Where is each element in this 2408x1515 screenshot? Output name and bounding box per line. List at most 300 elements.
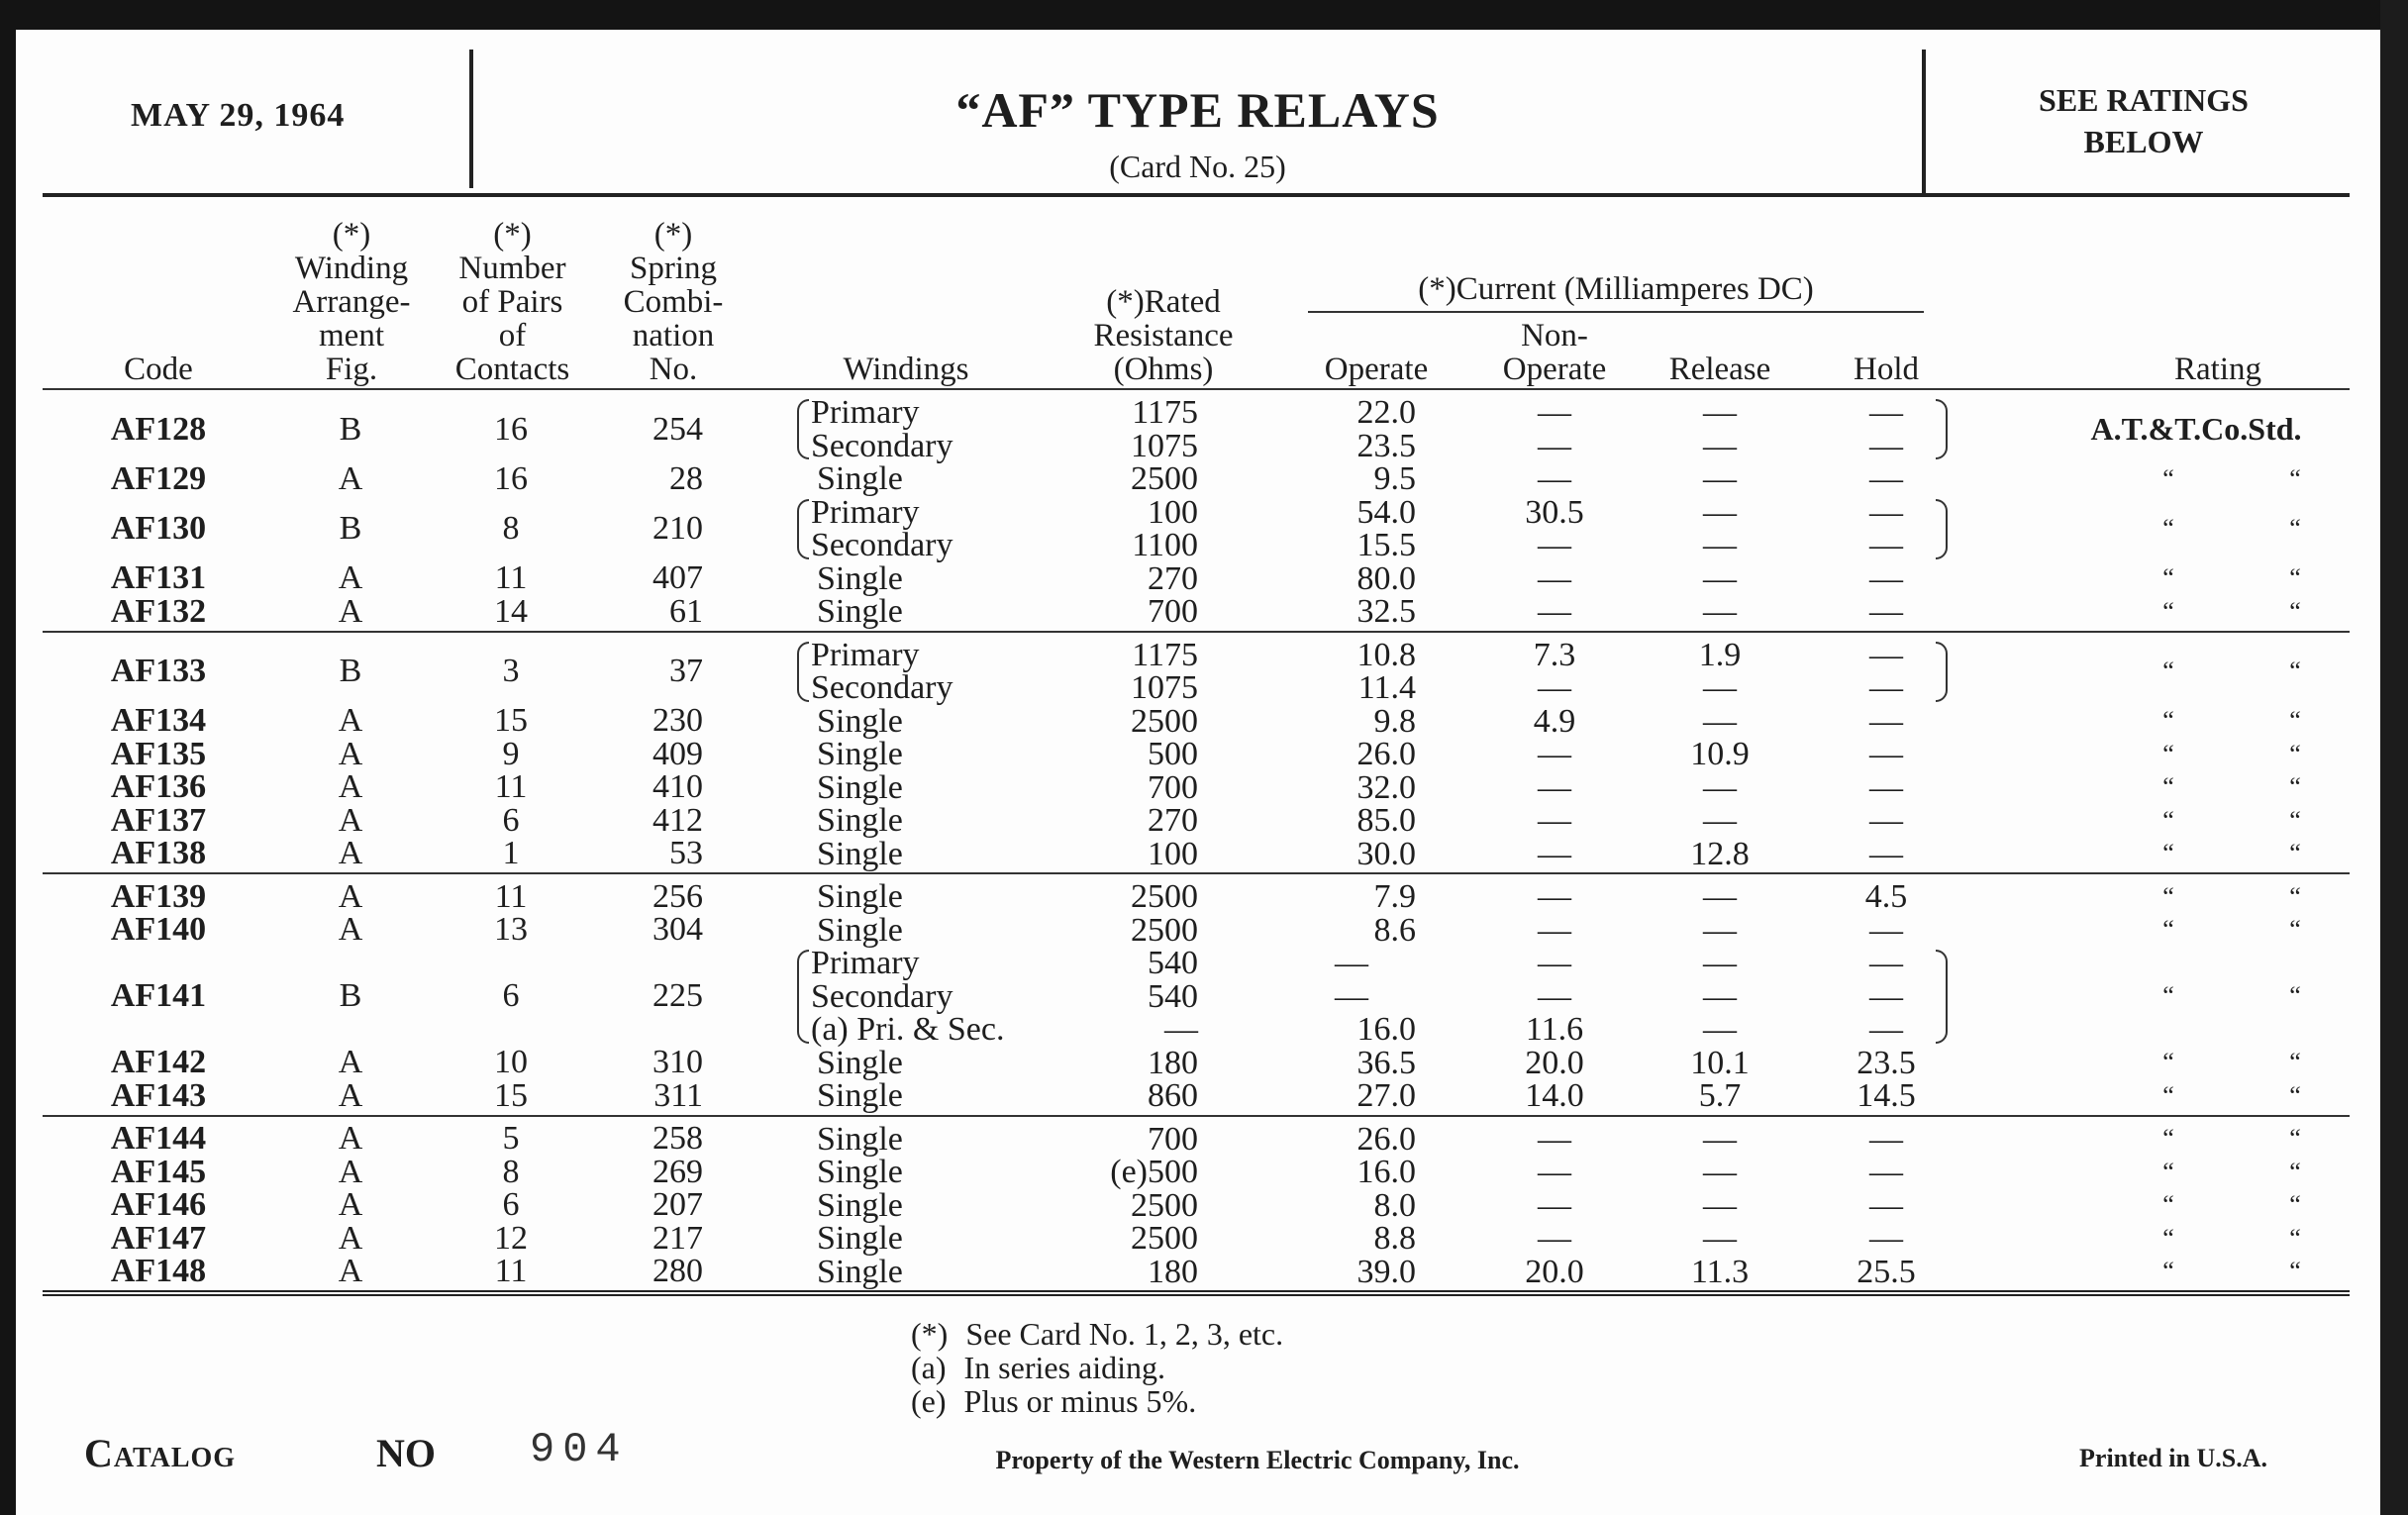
release-value: 12.8 [1690,835,1750,872]
card-subtitle: (Card No. 25) [1109,149,1286,184]
winding-fig-cell: A [338,559,363,597]
resistance-value: 540 [1148,945,1198,981]
col-header-hold [1817,353,1956,386]
resistance-value: 2500 [1131,878,1198,915]
ratings-note-line: SEE RATINGS [2039,82,2249,118]
rating-ditto-mark: “ [2162,706,2174,736]
col-header-line: Hold [1854,352,1919,387]
footnote-text: Plus or minus 5%. [963,1383,1197,1419]
spring-cell: 410 [652,768,703,806]
table-row [43,636,2350,706]
table-row [43,1186,2350,1224]
winding-line [43,735,2350,772]
contacts-cell: 10 [494,1044,528,1081]
table-row [43,801,2350,839]
code-cell: AF133 [110,653,207,689]
rating-ditto-mark: “ [2289,1080,2301,1110]
table-row [43,735,2350,772]
col-header-rating [2119,353,2317,386]
operate-value: 23.5 [1356,427,1416,464]
operate-value: 32.0 [1356,768,1416,806]
operate-value: 15.5 [1356,527,1416,563]
winding-line [43,1076,2350,1114]
hold-value: — [1869,945,1903,981]
non-operate-value: — [1538,835,1571,872]
contacts-cell: 13 [494,911,528,949]
winding-name: (a) Pri. & Sec. [811,1011,1005,1048]
table-row [43,835,2350,872]
resistance-value: 1175 [1132,394,1198,431]
operate-value: 39.0 [1356,1253,1416,1290]
operate-value: 26.0 [1356,1120,1416,1158]
release-value: — [1703,802,1737,839]
resistance-value: (e)500 [1110,1154,1198,1190]
ratings-note-line: BELOW [2083,124,2204,159]
code-cell: AF139 [110,877,207,915]
contacts-cell: 15 [494,702,528,740]
rating-ditto-mark: “ [2289,1048,2301,1077]
winding-name: Single [817,702,903,740]
code-cell: AF129 [110,459,207,497]
winding-name: Single [817,460,903,497]
hold-value: 23.5 [1856,1044,1916,1081]
winding-name: Secondary [811,977,953,1015]
resistance-value: 100 [1148,493,1198,531]
operate-value: 26.0 [1356,736,1416,772]
winding-fig-cell: A [338,801,363,839]
table-group [43,877,2350,1117]
hold-value: — [1869,702,1903,740]
winding-fig-cell: A [338,1219,363,1257]
contacts-cell: 6 [502,977,520,1015]
resistance-value: 270 [1148,802,1198,839]
rating-ditto-mark: “ [2289,706,2301,736]
code-cell: AF131 [110,559,207,597]
contacts-cell: 11 [494,768,528,806]
rating-ditto-mark: “ [2162,1257,2174,1286]
current-group-rule [1308,311,1924,313]
resistance-value: 180 [1148,1253,1198,1290]
spring-cell: 28 [669,459,703,497]
release-value: — [1703,1120,1737,1158]
operate-value: 85.0 [1356,802,1416,839]
operate-value: 32.5 [1356,593,1416,630]
code-cell: AF142 [110,1044,207,1081]
col-header-line: (*) [653,217,693,252]
hold-value: — [1869,493,1903,531]
col-header-line: Operate [1502,352,1607,387]
col-header-line: Release [1668,352,1771,387]
footnote-mark: (*) [911,1316,949,1352]
rating-ditto-mark: “ [2289,656,2301,685]
resistance-value: 100 [1148,835,1198,872]
winding-fig-cell: A [338,1120,363,1158]
code-cell: AF130 [110,510,207,547]
rating-ditto-mark: “ [2289,1124,2301,1154]
code-cell: AF132 [110,592,207,630]
winding-line [43,768,2350,806]
winding-line [43,592,2350,630]
resistance-value: 1100 [1132,527,1198,563]
col-header-line: ment [319,318,384,354]
scan-border-left [0,0,16,1515]
operate-value: 30.0 [1356,835,1416,872]
col-header-spring [599,218,748,386]
winding-name: Single [817,1044,903,1081]
printed-in: Printed in U.S.A. [2079,1444,2267,1472]
rating-ditto-mark: “ [2289,463,2301,493]
footnote [911,1384,1283,1418]
col-header-line: No. [649,352,698,387]
winding-name: Single [817,802,903,839]
winding-line [43,671,2350,705]
rating-ditto-mark: “ [2162,563,2174,593]
non-operate-value: 20.0 [1525,1044,1584,1081]
operate-value: 8.0 [1373,1186,1416,1224]
card-date: MAY 29, 1964 [131,97,346,134]
col-header-line: Windings [843,352,969,387]
release-value: — [1703,1154,1737,1190]
non-operate-value: — [1538,1220,1571,1257]
non-operate-value: — [1538,945,1571,981]
rating-ditto-mark: “ [2162,656,2174,685]
operate-value: 27.0 [1356,1077,1416,1114]
winding-line [43,801,2350,839]
rating-ditto-mark: “ [2162,1223,2174,1253]
table-row [43,1219,2350,1257]
non-operate-value: — [1538,911,1571,949]
table-group [43,1120,2350,1297]
table-group [43,396,2350,633]
spring-cell: 258 [652,1120,703,1158]
hold-value: — [1869,911,1903,949]
col-header-line: Winding [294,251,409,286]
operate-value: 16.0 [1356,1011,1416,1048]
col-header-operate [1307,353,1446,386]
rating-ditto-mark: “ [2162,772,2174,802]
code-cell: AF146 [110,1186,207,1224]
operate-value: 22.0 [1356,394,1416,431]
resistance-value: 2500 [1131,911,1198,949]
winding-name: Secondary [811,669,953,706]
table-row [43,911,2350,949]
table-row [43,877,2350,915]
column-header-rule [43,388,2350,390]
table-row [43,1044,2350,1081]
release-value: — [1703,669,1737,706]
winding-name: Single [817,878,903,915]
resistance-value: 2500 [1131,460,1198,497]
winding-fig-cell: B [339,410,362,448]
winding-line [43,1120,2350,1158]
contacts-cell: 8 [502,510,520,547]
non-operate-value: — [1538,1186,1571,1224]
winding-fig-cell: A [338,1076,363,1114]
non-operate-value: — [1538,669,1571,706]
winding-name: Single [817,1186,903,1224]
spring-cell: 37 [669,653,703,689]
rating-ditto-mark: “ [2289,981,2301,1011]
winding-line [43,559,2350,597]
table-row [43,1253,2350,1290]
hold-value: — [1869,636,1903,673]
winding-line [43,1153,2350,1190]
winding-line [43,1044,2350,1081]
table-row [43,1120,2350,1158]
operate-value: 9.8 [1373,702,1416,740]
winding-name: Single [817,1220,903,1257]
hold-value: — [1869,1154,1903,1190]
winding-line [43,396,2350,430]
code-cell: AF135 [110,735,207,772]
code-cell: AF136 [110,768,207,806]
hold-value: — [1869,802,1903,839]
code-cell: AF128 [110,410,207,448]
hold-value: 4.5 [1864,878,1908,915]
resistance-value: 1075 [1131,427,1198,464]
release-value: — [1703,945,1737,981]
code-cell: AF134 [110,702,207,740]
table-row [43,768,2350,806]
rating-ditto-mark: “ [2162,1048,2174,1077]
spring-cell: 254 [652,410,703,448]
spring-cell: 225 [652,977,703,1015]
rating-ditto-mark: “ [2162,1124,2174,1154]
contacts-cell: 11 [494,1253,528,1290]
resistance-value: — [1164,1011,1198,1048]
non-operate-value: 7.3 [1533,636,1576,673]
col-header-line: (Ohms) [1113,352,1214,387]
resistance-value: 700 [1148,1120,1198,1158]
rating-ditto-mark: “ [2162,981,2174,1011]
spring-cell: 311 [653,1076,703,1114]
footnotes [911,1317,1283,1418]
footnote-text: In series aiding. [963,1350,1166,1385]
col-header-line: Arrange- [292,284,411,320]
table-row [43,493,2350,563]
release-value: — [1703,878,1737,915]
rating-ditto-mark: “ [2289,881,2301,911]
rating-ditto-mark: “ [2289,514,2301,543]
winding-fig-cell: A [338,1186,363,1224]
release-value: 5.7 [1698,1077,1742,1114]
winding-line [43,702,2350,740]
non-operate-value: 14.0 [1525,1077,1584,1114]
code-cell: AF141 [110,977,207,1015]
winding-line [43,636,2350,673]
table-row [43,396,2350,462]
code-cell: AF143 [110,1076,207,1114]
hold-value: — [1869,394,1903,431]
resistance-value: 700 [1148,593,1198,630]
winding-line [43,529,2350,562]
operate-value: 10.8 [1356,636,1416,673]
hold-value: — [1869,1120,1903,1158]
col-header-line: Non- [1521,318,1588,354]
winding-line [43,1219,2350,1257]
operate-value: 9.5 [1373,460,1416,497]
winding-fig-cell: A [338,877,363,915]
winding-line [43,977,2350,1015]
winding-fig-cell: B [339,977,362,1015]
col-header-line: of Pairs [461,284,563,320]
release-value: — [1703,427,1737,464]
table-row [43,1153,2350,1190]
col-header-line: nation [632,318,715,354]
winding-name: Secondary [811,527,953,563]
col-header-line: Number [458,251,566,286]
operate-value: 7.9 [1373,878,1416,915]
non-operate-value: — [1538,802,1571,839]
col-header-line: Combi- [623,284,724,320]
resistance-value: 540 [1148,977,1198,1015]
col-header-winding-fig [267,218,436,386]
col-header-windings [802,353,1010,386]
relay-table [43,396,2350,1302]
contacts-cell: 3 [502,653,520,689]
winding-fig-cell: A [338,592,363,630]
release-value: — [1703,593,1737,630]
hold-value: — [1869,977,1903,1015]
property-notice: Property of the Western Electric Company, Inc. [995,1446,1520,1474]
winding-name: Single [817,911,903,949]
release-value: 11.3 [1690,1253,1750,1290]
rating-ditto-mark: “ [2289,1257,2301,1286]
footnote [911,1317,1283,1351]
winding-line [43,911,2350,949]
code-cell: AF148 [110,1253,207,1290]
winding-fig-cell: A [338,835,363,872]
release-value: — [1703,1186,1737,1224]
hold-value: — [1869,593,1903,630]
rating-ditto-mark: “ [2162,839,2174,868]
spring-cell: 269 [652,1153,703,1190]
winding-fig-cell: A [338,1153,363,1190]
winding-name: Single [817,1120,903,1158]
rating-ditto-mark: “ [2162,739,2174,768]
operate-value: — [1335,945,1368,981]
rating-ditto-mark: “ [2162,881,2174,911]
scan-border-top [0,0,2408,30]
release-value: — [1703,460,1737,497]
spring-cell: 53 [669,835,703,872]
winding-line [43,1253,2350,1290]
release-value: — [1703,911,1737,949]
non-operate-value: — [1538,1120,1571,1158]
rating-ditto-mark: “ [2162,514,2174,543]
rating-ditto-mark: “ [2289,563,2301,593]
hold-value: — [1869,736,1903,772]
winding-line [43,1186,2350,1224]
non-operate-value: — [1538,768,1571,806]
non-operate-value: — [1538,977,1571,1015]
hold-value: — [1869,527,1903,563]
table-row [43,459,2350,497]
non-operate-value: — [1538,527,1571,563]
operate-value: 8.8 [1373,1220,1416,1257]
hold-value: — [1869,1220,1903,1257]
resistance-value: 180 [1148,1044,1198,1081]
hold-value: — [1869,1011,1903,1048]
resistance-value: 1175 [1132,636,1198,673]
winding-name: Single [817,835,903,872]
spring-cell: 256 [652,877,703,915]
release-value: — [1703,1220,1737,1257]
hold-value: — [1869,559,1903,597]
release-value: — [1703,394,1737,431]
col-header-line: Contacts [454,352,570,387]
non-operate-value: — [1538,427,1571,464]
non-operate-value: 4.9 [1533,702,1576,740]
contacts-cell: 8 [502,1153,520,1190]
contacts-cell: 1 [502,835,520,872]
winding-line [43,835,2350,872]
col-header-line: (*)Rated [1106,284,1221,320]
release-value: — [1703,977,1737,1015]
winding-name: Single [817,768,903,806]
non-operate-value: — [1538,394,1571,431]
non-operate-value: 20.0 [1525,1253,1584,1290]
winding-line [43,493,2350,531]
contacts-cell: 14 [494,592,528,630]
hold-value: — [1869,427,1903,464]
winding-name: Single [817,1077,903,1114]
table-row [43,1076,2350,1114]
contacts-cell: 12 [494,1219,528,1257]
col-header-current-group: (*)Current (Milliamperes DC) [1418,271,1814,307]
release-value: 1.9 [1698,636,1742,673]
card-title: “AF” TYPE RELAYS [955,82,1440,138]
release-value: — [1703,527,1737,563]
code-cell: AF138 [110,835,207,872]
hold-value: 14.5 [1856,1077,1916,1114]
code-cell: AF137 [110,801,207,839]
spring-cell: 207 [652,1186,703,1224]
header-divider-right [1922,50,1926,193]
winding-fig-cell: A [338,459,363,497]
operate-value: 36.5 [1356,1044,1416,1081]
table-group [43,636,2350,875]
spring-cell: 210 [652,510,703,547]
rating-ditto-mark: “ [2289,805,2301,835]
rating-ditto-mark: “ [2162,1157,2174,1186]
rating-ditto-mark: “ [2289,839,2301,868]
footnote-mark: (a) [911,1350,947,1385]
winding-line [43,1013,2350,1047]
spring-cell: 407 [652,559,703,597]
footnote-mark: (e) [911,1383,947,1419]
resistance-value: 860 [1148,1077,1198,1114]
table-row [43,702,2350,740]
contacts-cell: 15 [494,1076,528,1114]
release-value: 10.9 [1690,736,1750,772]
winding-fig-cell: A [338,768,363,806]
code-cell: AF147 [110,1219,207,1257]
winding-line [43,459,2350,497]
resistance-value: 500 [1148,736,1198,772]
non-operate-value: — [1538,878,1571,915]
resistance-value: 2500 [1131,1220,1198,1257]
col-header-line: Fig. [325,352,378,387]
rating-ditto-mark: “ [2162,1080,2174,1110]
rating-ditto-mark: “ [2289,1157,2301,1186]
rating-ditto-mark: “ [2289,1190,2301,1220]
winding-fig-cell: B [339,510,362,547]
non-operate-value: — [1538,460,1571,497]
operate-value: 80.0 [1356,559,1416,597]
col-header-non-operate [1475,319,1634,386]
spring-cell: 230 [652,702,703,740]
